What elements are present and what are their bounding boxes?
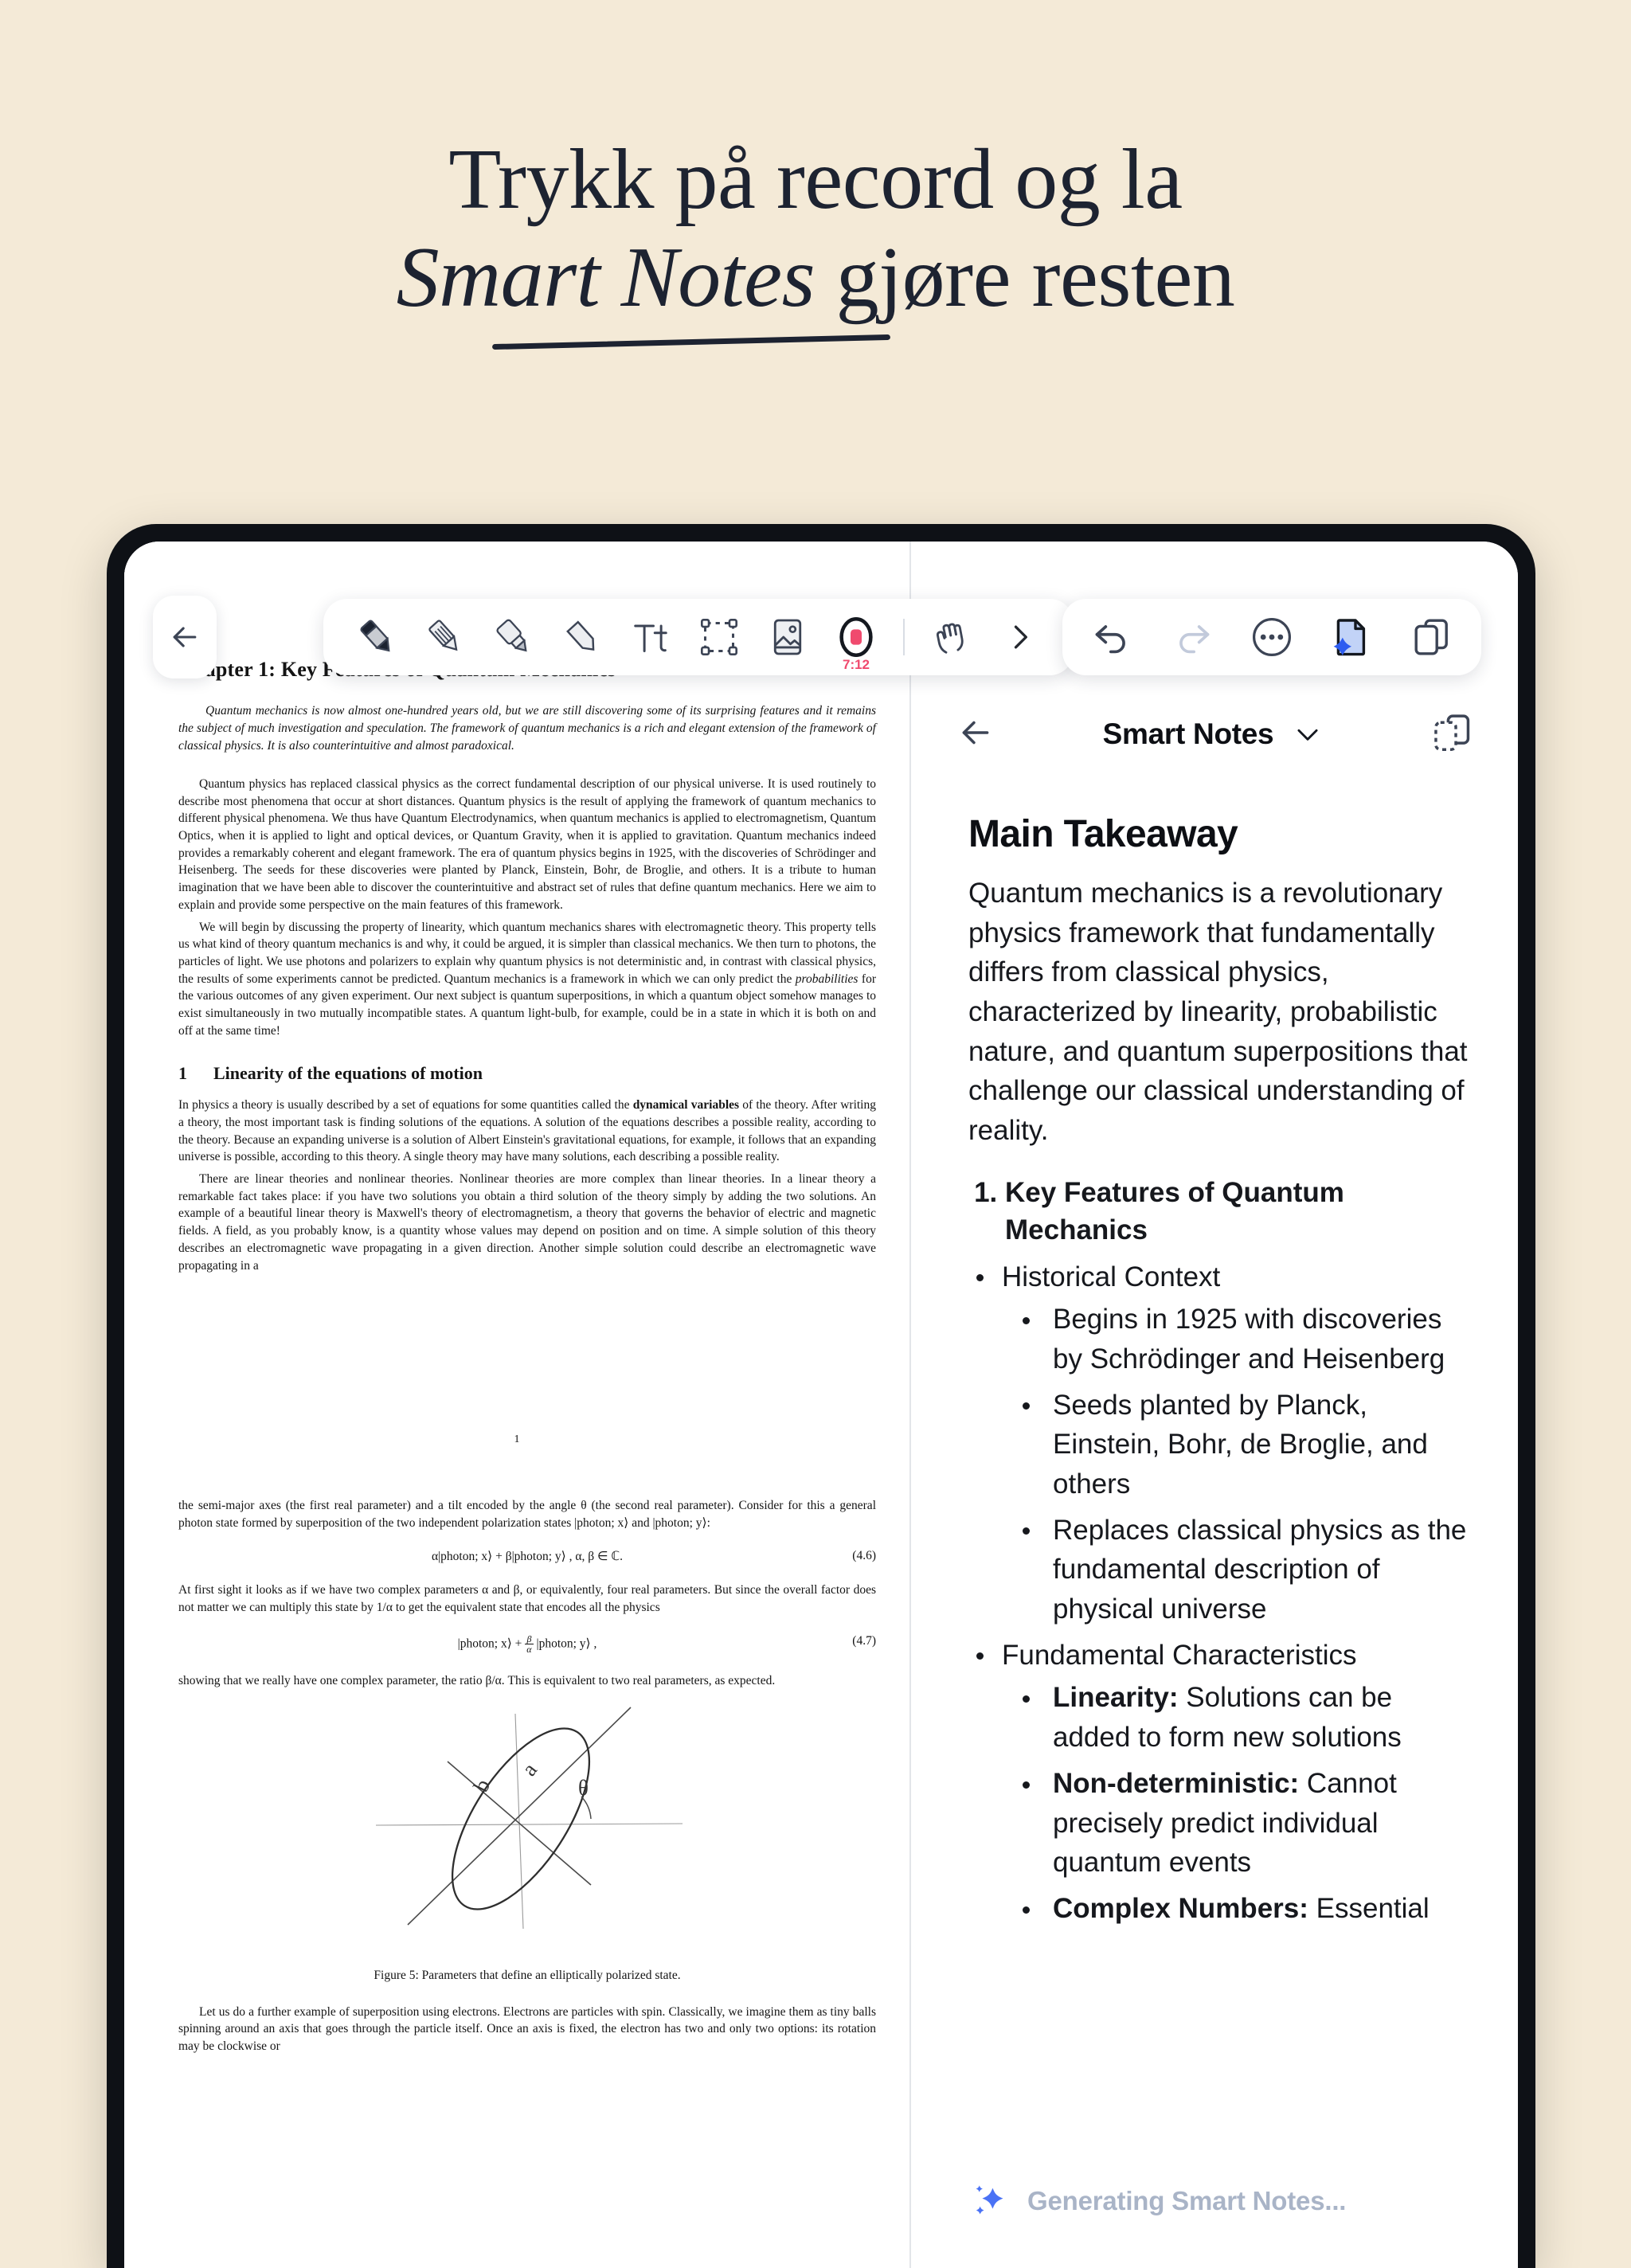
document-paragraph-7: showing that we really have one complex parameter, the ratio β/α. This is equivalent to two real parameters, as expected. xyxy=(178,1673,776,1687)
split-view-icon xyxy=(1430,711,1473,754)
list-item xyxy=(1002,1889,1473,1929)
document-paragraph-3-b: of the theory. After writing a theory, the most important task is finding solutions of the equations. A solution of the equations describes a possible reality, according to the theory. Because an expanding universe is a solution of Albert Einstein's gravitational equations, for example, it follows that an expanding universe is possible, according to this theory. A single theory may have many solutions, each describing a possible reality. xyxy=(178,1098,876,1164)
list-item xyxy=(1002,1511,1473,1629)
bullet-dot-icon xyxy=(1023,1402,1030,1410)
split-view-button[interactable] xyxy=(1430,711,1473,758)
document-paragraph-2-a: We will begin by discussing the property of linearity, which quantum mechanics shares with electromagnetic theory. This property tells us what kind of theory quantum mechanics is and why, it could be argued, it is simpler than classical mechanics. We then turn to photons, the particles of light. We use photons and polarizers to explain why quantum physics is not deterministic and, in contrast with classical physics, the results of some experiments cannot be predicted. Quantum mechanics is a framework in which we can only predict the xyxy=(178,920,876,986)
document-chapter-title: Chapter 1: Key xyxy=(178,658,318,681)
tablet-device xyxy=(107,524,1535,2268)
document-figure-caption: Figure 5: Parameters that define an elliptically polarized state. xyxy=(374,1968,681,1982)
bullet-dot-icon xyxy=(1023,1317,1030,1324)
subbullet-text: Begins in 1925 with discoveries by Schrödinger and Heisenberg xyxy=(1053,1304,1445,1374)
toolbar-divider xyxy=(903,619,905,655)
text-Tt-icon xyxy=(628,615,673,659)
chevron-down-icon[interactable] xyxy=(1293,719,1323,749)
document-equation-4-6-tag: (4.6) xyxy=(852,1549,876,1563)
document-paragraph-8: Let us do a further example of superposition using electrons. Electrons are particles with spin. Classically, we imagine them as tiny balls spinning around an axis that goes through the particle itself. Once an axis is fixed, the electron has two and only two options: its rotation may be clockwise or xyxy=(178,2004,876,2053)
bullet-dot-icon xyxy=(976,1274,984,1281)
document-paragraph-2-b: for the various outcomes of any given experiment. Our next subject is quantum superpositions, in which a quantum object somehow manages to exist simultaneously in two mutually incompatible states. A quantum light-bulb, for example, could be in a state in which it is both on and off at the same time! xyxy=(178,972,876,1038)
smart-notes-title-group[interactable] xyxy=(995,718,1430,751)
document-back-button[interactable] xyxy=(153,596,217,678)
document-equation-4-7-tag: (4.7) xyxy=(852,1633,876,1648)
record-icon xyxy=(834,615,878,659)
document-equation-4-7 xyxy=(178,1634,876,1655)
pen-icon xyxy=(354,615,399,659)
generating-status xyxy=(968,2180,1346,2222)
fraction-numerator: β xyxy=(525,1634,533,1645)
undo-button[interactable] xyxy=(1080,604,1145,670)
document-page xyxy=(124,542,909,2268)
headline-rest: gjøre resten xyxy=(815,229,1235,325)
main-takeaway-text: Quantum mechanics is a revolutionary physics framework that fundamentally differs from classical physics, characterized by linearity, probabilistic nature, and quantum superpositions that challenge our classical understanding of reality. xyxy=(968,878,1468,1147)
toolbar-expand-button[interactable] xyxy=(988,604,1053,670)
subbullet-text: Replaces classical physics as the fundamental description of physical universe xyxy=(1053,1514,1467,1625)
document-paragraph-2-em: probabilities xyxy=(795,972,859,986)
document-section-number: 1 xyxy=(178,1063,187,1084)
hand-tool[interactable] xyxy=(919,604,984,670)
sparkle-document-icon xyxy=(1329,615,1374,659)
smart-notes-ordered-list xyxy=(968,1175,1473,1249)
figure-label-b: b xyxy=(468,1774,495,1796)
smart-notes-back-button[interactable] xyxy=(956,713,995,757)
document-body-lower xyxy=(178,1497,876,2060)
list-item: 1. Key Features of Quantum Mechanics xyxy=(1005,1175,1473,1249)
redo-button[interactable] xyxy=(1160,604,1225,670)
eraser-tool[interactable] xyxy=(550,604,615,670)
redo-icon xyxy=(1171,616,1213,658)
document-body xyxy=(178,658,876,1279)
document-equation-4-6-body: α|photon; x⟩ + β|photon; y⟩ , α, β ∈ ℂ. xyxy=(431,1550,624,1564)
highlighter-tool[interactable] xyxy=(481,604,546,670)
smart-notes-subbullets xyxy=(1002,1300,1473,1629)
image-icon xyxy=(765,615,810,659)
bullet-dot-icon xyxy=(1023,1906,1030,1914)
list-item xyxy=(1002,1764,1473,1883)
subbullet-text: Cannot precisely predict individual quantum events xyxy=(1053,1767,1397,1879)
pencil-tool[interactable] xyxy=(413,604,478,670)
list-item xyxy=(1002,1386,1473,1504)
insert-image-tool[interactable] xyxy=(755,604,820,670)
main-takeaway-heading: Main Takeaway xyxy=(968,813,1238,855)
actions-toolbar[interactable] xyxy=(1062,599,1481,675)
smart-notes-content xyxy=(968,812,1473,2149)
pen-tool[interactable] xyxy=(344,604,409,670)
record-tool[interactable] xyxy=(823,604,889,670)
highlighter-icon xyxy=(491,615,536,659)
ellipse-polarization-sketch xyxy=(352,1698,702,1937)
list-item xyxy=(1002,1678,1473,1757)
figure-label-a: a xyxy=(517,1758,542,1781)
document-section-heading xyxy=(178,1063,876,1084)
document-paragraph-3 xyxy=(178,1097,876,1166)
document-pane[interactable] xyxy=(124,542,909,2268)
pencil-icon xyxy=(423,615,467,659)
document-equation-4-6 xyxy=(178,1549,876,1564)
list-item xyxy=(968,1636,1473,1929)
bullet-label: Fundamental Characteristics xyxy=(1002,1639,1357,1671)
dashed-selection-icon xyxy=(697,615,741,659)
bullet-dot-icon xyxy=(1023,1527,1030,1535)
text-tool[interactable] xyxy=(618,604,683,670)
bullet-dot-icon xyxy=(1023,1695,1030,1703)
figure-label-theta: θ xyxy=(578,1775,589,1800)
bullet-label: Historical Context xyxy=(1002,1261,1221,1292)
marketing-headline xyxy=(0,134,1631,324)
document-paragraph-3-a: In physics a theory is usually described by a set of equations for some quantities called the xyxy=(178,1098,633,1112)
headline-emphasis: Smart Notes xyxy=(396,229,816,325)
undo-icon xyxy=(1092,616,1133,658)
document-paragraph-3-bold: dynamical variables xyxy=(632,1098,740,1112)
document-paragraph-5: the semi-major axes (the first real parameter) and a tilt encoded by the angle θ (the second real parameter). Consider for this a general photon state formed by superposition of the two independent polarization states |photon; x⟩ and |photon; y⟩: xyxy=(178,1499,876,1530)
ai-page-button[interactable] xyxy=(1319,604,1384,670)
subbullet-text: Seeds planted by Planck, Einstein, Bohr, de Broglie, and others xyxy=(1053,1389,1428,1500)
copy-pages-icon xyxy=(1409,615,1453,659)
record-timer: 7:12 xyxy=(842,657,870,672)
generating-status-text: Generating Smart Notes... xyxy=(1027,2186,1347,2215)
subbullet-term: Non-deterministic: xyxy=(1053,1767,1300,1799)
lasso-select-tool[interactable] xyxy=(686,604,752,670)
smart-notes-header xyxy=(911,698,1518,771)
document-paragraph-2 xyxy=(178,919,876,1040)
document-paragraph-4: There are linear theories and nonlinear theories. Nonlinear theories are more complex than linear theories. In a linear theory a remarkable fact takes place: if you have two solutions you obtain a third solution of the theory simply by adding the two solutions. An example of a beautiful linear theory is Maxwell's theory of electromagnetism, a theory that governs the behavior of electric and magnetic fields. A field, as you probably know, is a quantity whose values may depend on position and on time. A simple solution of this theory describes an electromagnetic wave propagating in a given direction. Another simple solution could describe an electromagnetic wave propagating in a xyxy=(178,1172,876,1273)
bullet-dot-icon xyxy=(976,1652,984,1660)
eraser-icon xyxy=(560,615,604,659)
document-equation-4-7-b: |photon; y⟩ , xyxy=(533,1636,597,1651)
smart-notes-pane xyxy=(911,542,1518,2268)
headline-line-2 xyxy=(396,229,1235,325)
headline-line-1: Trykk på record og la xyxy=(448,132,1183,227)
document-paragraph-6: At first sight it looks as if we have two complex parameters α and β, or equivalently, four real parameters. But since the overall factor does not matter we can multiply this state by 1/α to get the equivalent state that encodes all the physics xyxy=(178,1583,876,1615)
document-equation-4-7-fraction xyxy=(525,1634,533,1655)
hand-icon xyxy=(929,615,974,659)
subbullet-text: Essential xyxy=(1308,1892,1430,1924)
headline-underline-stroke xyxy=(492,334,890,350)
list-item xyxy=(1002,1300,1473,1378)
document-figure-5 xyxy=(178,1698,876,1961)
tablet-screen xyxy=(124,542,1518,2268)
sparkle-icon xyxy=(968,2180,1010,2222)
subbullet-term: Linearity: xyxy=(1053,1682,1179,1714)
document-section-title: Linearity of the equations of motion xyxy=(213,1063,483,1084)
document-paragraph-1: Quantum physics has replaced classical physics as the correct fundamental description of our physical universe. It is used routinely to describe most phenomena that occur at short distances. Quantum physics is the result of applying the framework of quantum mechanics to different physical phenomena. We thus have Quantum Electrodynamics, when quantum mechanics is applied to electromagnetism, Quantum Optics, when it is applied to light and optical devices, or Quantum Gravity, when it is applied to gravitation. Quantum mechanics indeed provides a remarkably coherent and elegant framework. The era of quantum physics begins in 1925, with the discoveries of Schrödinger and Heisenberg. The seeds for these discoveries were planted by Planck, Einstein, Bohr, de Broglie, and others. It is a tribute to human imagination that we have been able to discover the counterintuitive and abstract set of rules that define quantum mechanics. Here we aim to explain and provide some perspective on the main features of this framework. xyxy=(178,777,876,912)
subbullet-text: Solutions can be added to form new solutions xyxy=(1053,1682,1402,1754)
arrow-left-icon xyxy=(956,713,995,753)
drawing-toolbar[interactable] xyxy=(323,599,1074,675)
list-item xyxy=(968,1257,1473,1629)
subbullet-term: Complex Numbers: xyxy=(1053,1892,1308,1924)
document-page-number: 1 xyxy=(514,1433,520,1445)
more-options-button[interactable] xyxy=(1239,604,1304,670)
chevron-right-icon xyxy=(1003,620,1038,655)
document-equation-4-7-a: |photon; x⟩ + xyxy=(457,1636,526,1651)
arrow-left-icon xyxy=(167,620,202,655)
document-abstract: Quantum mechanics is now almost one-hundred years old, but we are still discovering some of its surprising features and it remains the subject of much investigation and speculation. The framework of quantum mechanics is a rich and elegant extension of the framework of classical physics. It is also counterintuitive and almost paradoxical. xyxy=(178,704,876,753)
bullet-dot-icon xyxy=(1023,1781,1030,1789)
smart-notes-subbullets xyxy=(1002,1678,1473,1928)
fraction-denominator: α xyxy=(526,1644,532,1656)
pages-button[interactable] xyxy=(1398,604,1464,670)
ellipsis-circle-icon xyxy=(1250,615,1294,659)
smart-notes-bullets xyxy=(968,1257,1473,1929)
smart-notes-title: Smart Notes xyxy=(1102,718,1274,750)
